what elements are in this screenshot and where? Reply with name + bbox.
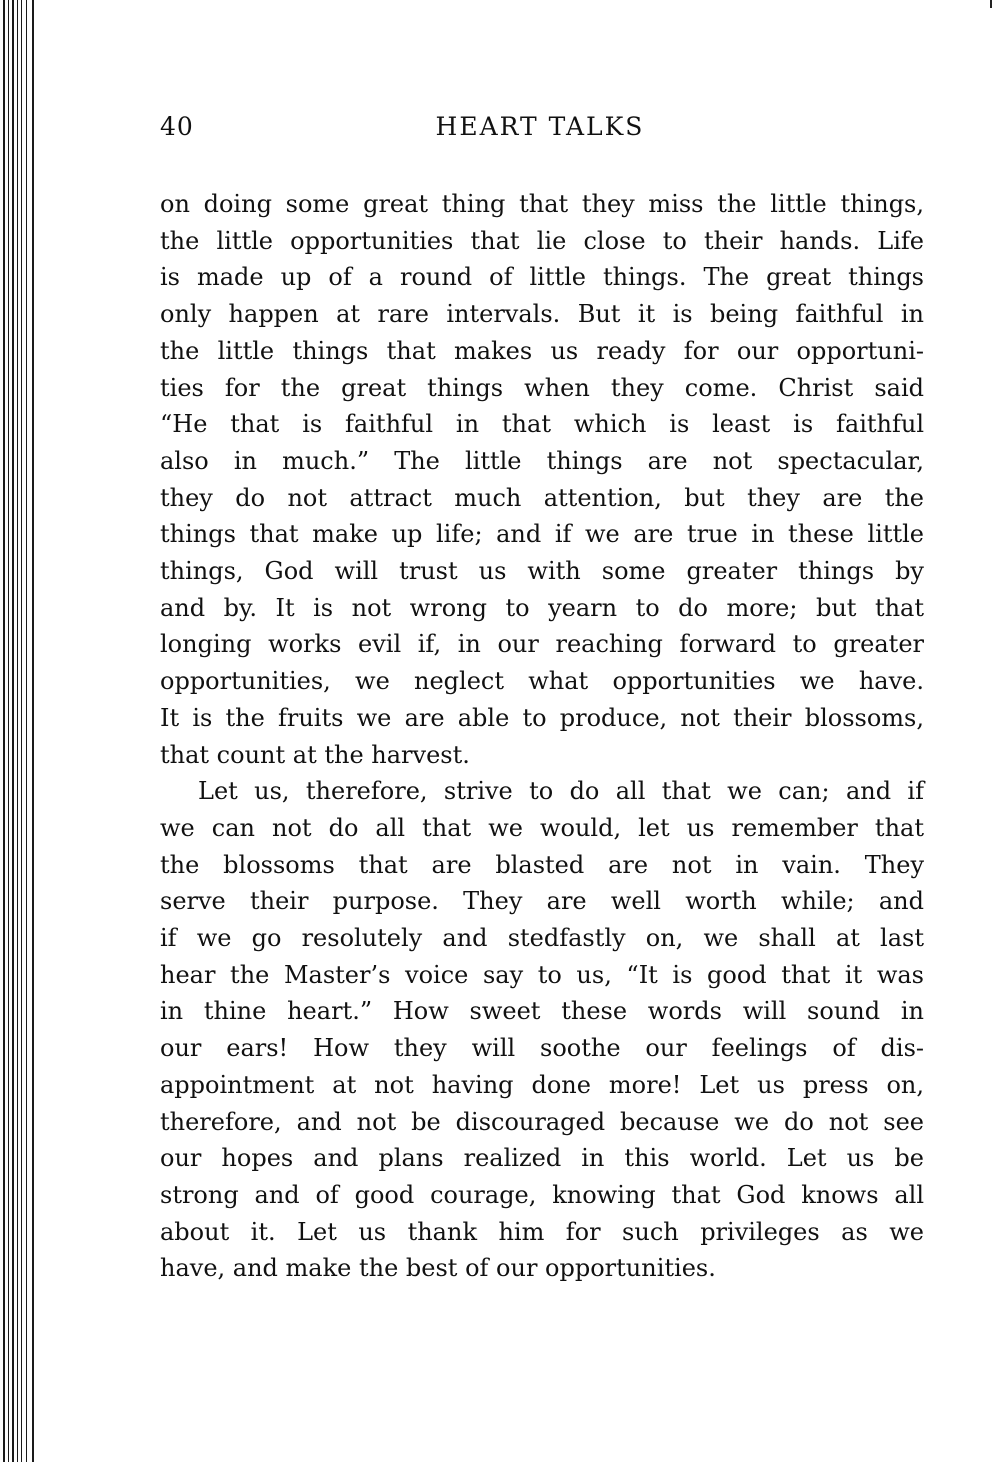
text-line: things that make up life; and if we are true in these little bbox=[160, 520, 924, 549]
text-line: therefore, and not be discouraged because we do not see bbox=[160, 1107, 924, 1136]
text-line: have, and make the best of our opportunities. bbox=[160, 1254, 716, 1283]
text-line: our ears! How they will soothe our feelings of dis- bbox=[160, 1034, 924, 1063]
text-line: ties for the great things when they come. Christ said bbox=[160, 373, 924, 402]
text-line: on doing some great thing that they miss the little things, bbox=[160, 190, 924, 218]
text-line: our hopes and plans realized in this world. Let us be bbox=[160, 1144, 924, 1173]
text-line: strong and of good courage, knowing that God knows all bbox=[160, 1180, 924, 1209]
text-line: the little things that makes us ready for our opportuni- bbox=[160, 336, 924, 365]
text-line: only happen at rare intervals. But it is being faithful in bbox=[160, 300, 924, 329]
text-line: “He that is faithful in that which is least is faithful bbox=[160, 410, 924, 439]
paragraph bbox=[160, 186, 924, 773]
body-text bbox=[160, 186, 924, 1287]
text-line: is made up of a round of little things. The great things bbox=[160, 263, 924, 292]
text-line: longing works evil if, in our reaching forward to greater bbox=[160, 630, 924, 659]
text-line: in thine heart.” How sweet these words will sound in bbox=[160, 997, 924, 1026]
text-line: appointment at not having done more! Let us press on, bbox=[160, 1070, 924, 1099]
text-line: Let us, therefore, strive to do all that we can; and if bbox=[198, 777, 924, 806]
text-line: that count at the harvest. bbox=[160, 740, 470, 769]
text-line: things, God will trust us with some greater things by bbox=[160, 557, 924, 586]
text-line: also in much.” The little things are not spectacular, bbox=[160, 446, 924, 475]
text-line: hear the Master’s voice say to us, “It is good that it was bbox=[160, 960, 924, 989]
page-binding-edge bbox=[0, 0, 40, 1462]
text-line: they do not attract much attention, but they are the bbox=[160, 483, 924, 512]
text-line: It is the fruits we are able to produce, not their blossoms, bbox=[160, 703, 924, 732]
text-line: the blossoms that are blasted are not in vain. They bbox=[160, 850, 924, 879]
text-line: and by. It is not wrong to yearn to do more; but that bbox=[160, 593, 924, 622]
text-line: if we go resolutely and stedfastly on, we shall at last bbox=[160, 924, 924, 953]
text-line: we can not do all that we would, let us remember that bbox=[160, 813, 924, 842]
text-line: about it. Let us thank him for such privileges as we bbox=[160, 1217, 924, 1246]
paragraph bbox=[160, 773, 924, 1287]
text-line: serve their purpose. They are well worth while; and bbox=[160, 887, 924, 916]
running-head: HEART TALKS bbox=[435, 112, 645, 141]
page-number: 40 bbox=[160, 112, 194, 141]
page-header bbox=[160, 112, 920, 152]
text-line: the little opportunities that lie close to their hands. Life bbox=[160, 226, 924, 255]
text-line: opportunities, we neglect what opportunities we have. bbox=[160, 667, 924, 696]
scan-mark bbox=[990, 0, 992, 8]
